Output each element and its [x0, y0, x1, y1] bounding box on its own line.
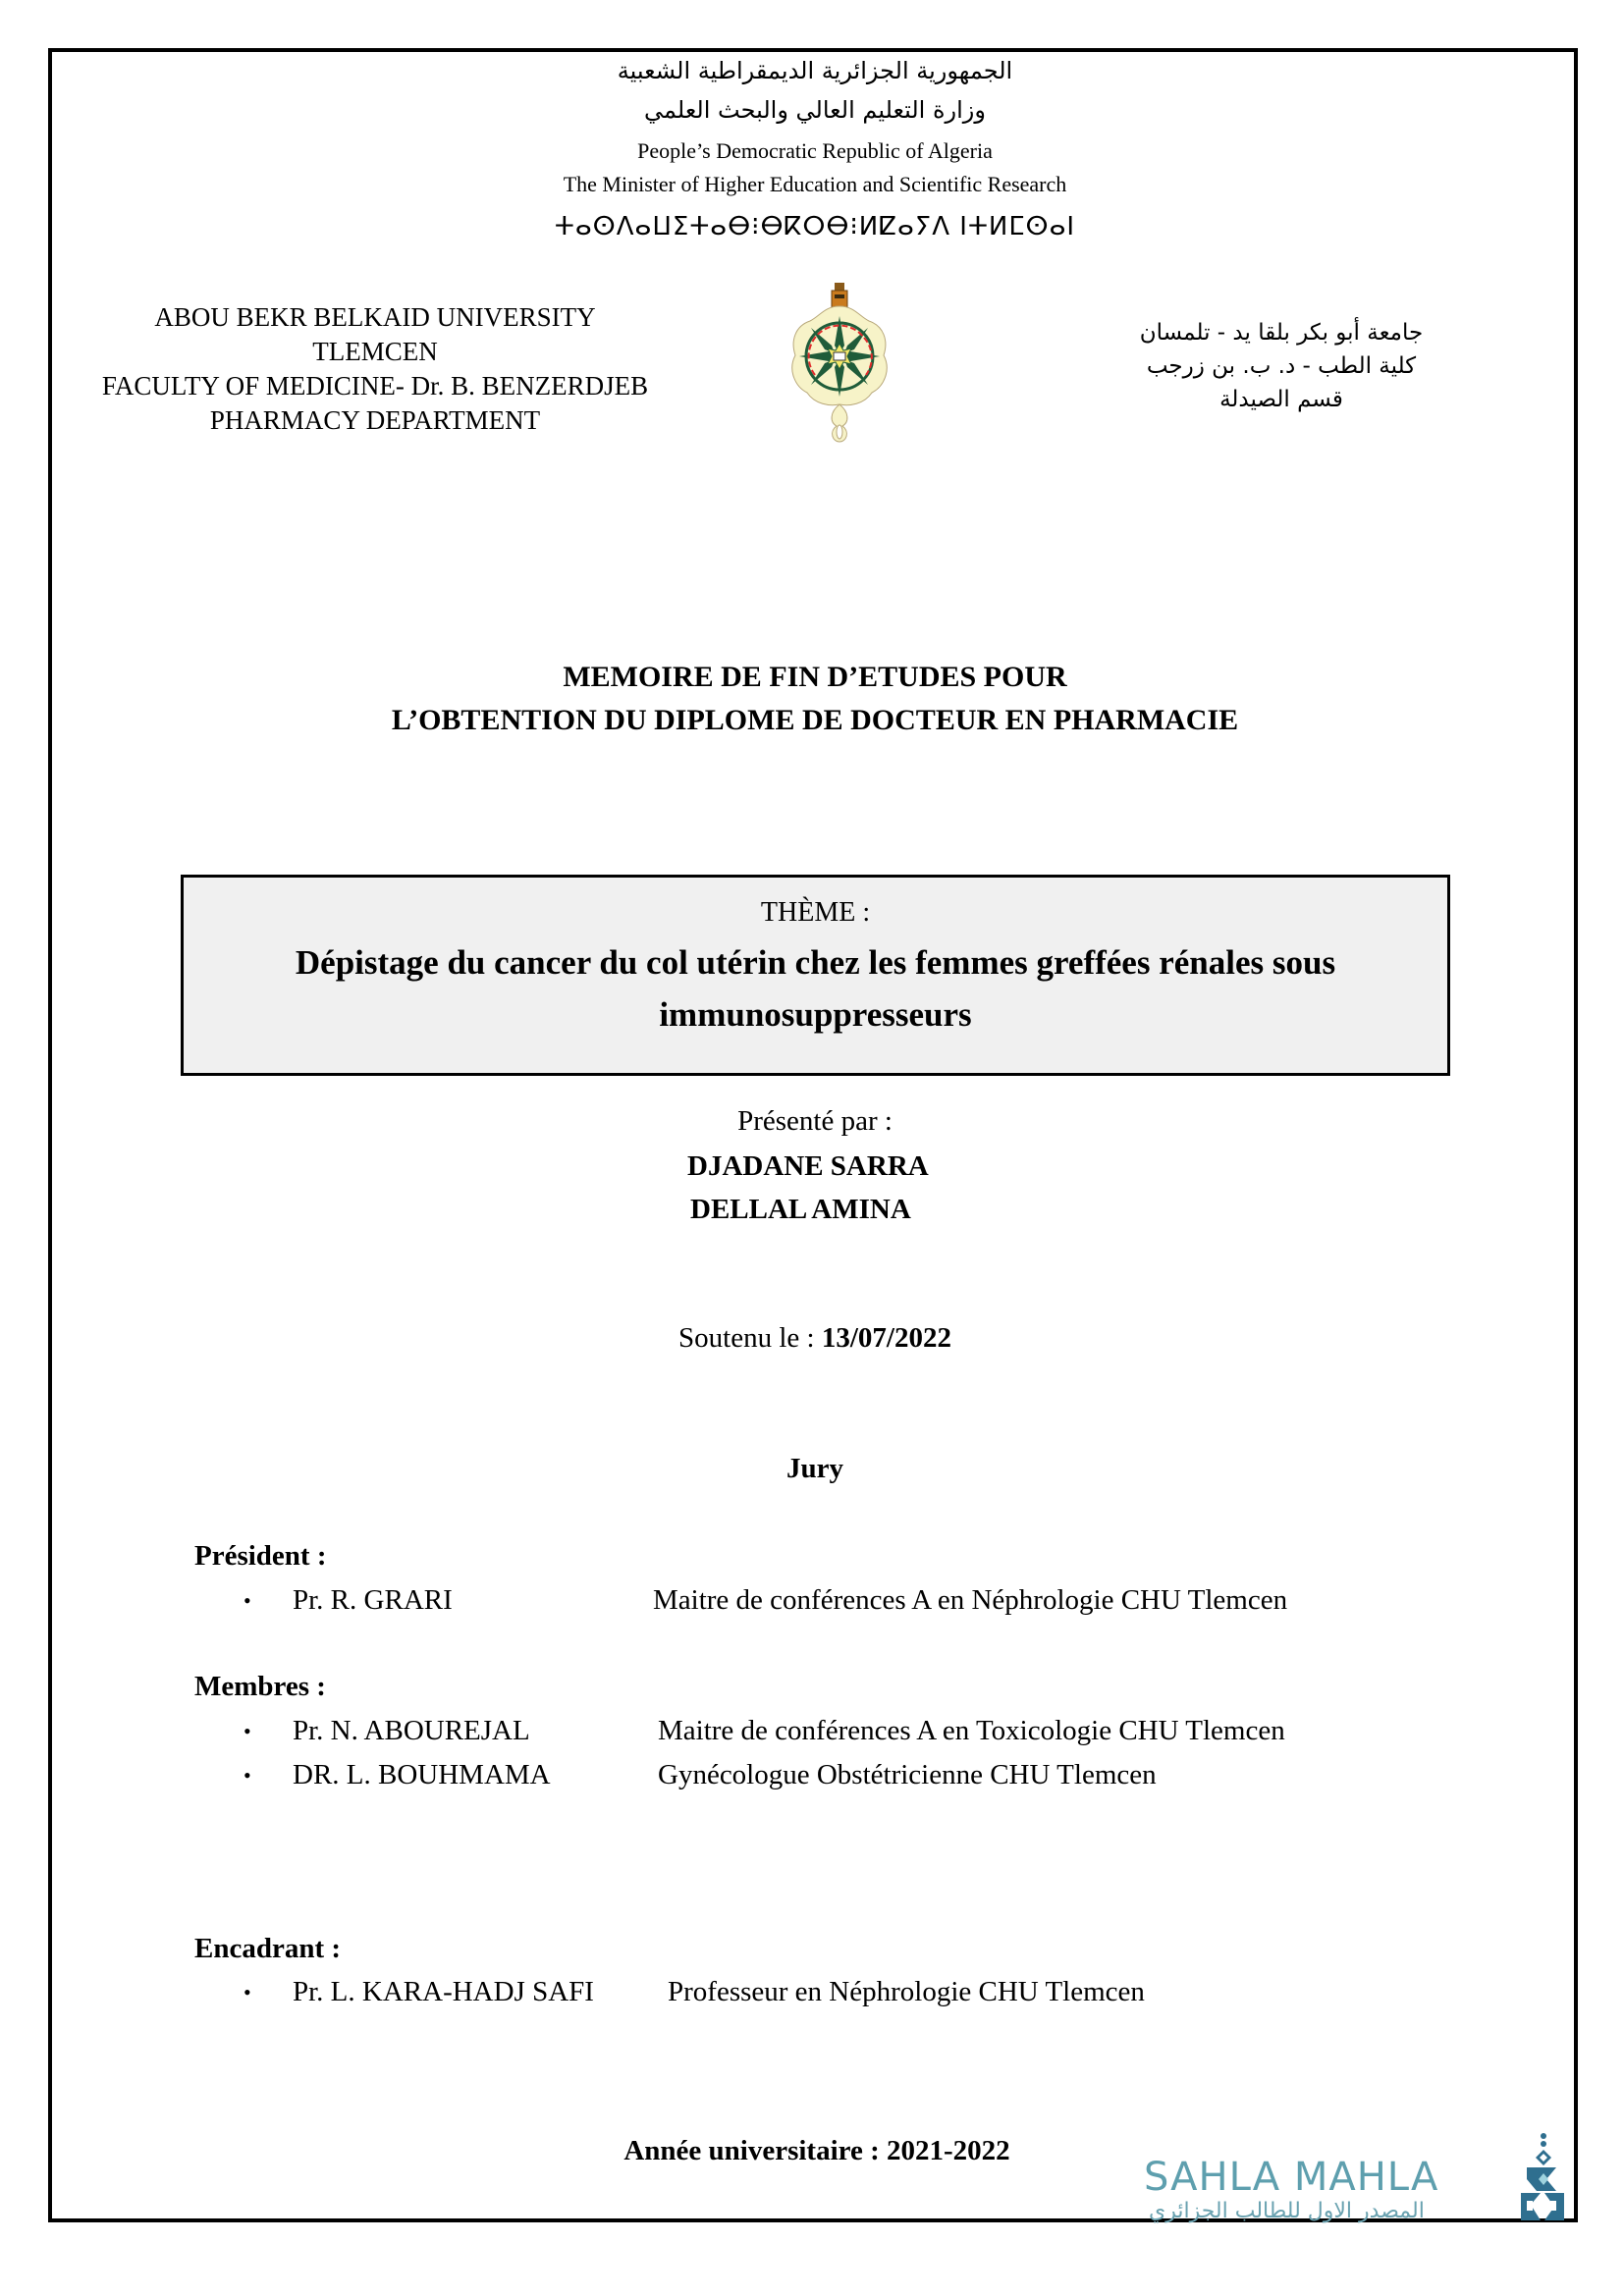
university-ar-line-2: كلية الطب - د. ب. بن زرجب [1146, 353, 1417, 379]
defense-date [678, 1322, 951, 1355]
member-1-role: Maitre de conférences A en Toxicologie CHU Tlemcen [658, 1715, 1285, 1746]
theme-label: THÈME : [760, 897, 871, 928]
university-ar-line-1: جامعة أبو بكر بلقا يد - تلمسان [1139, 320, 1424, 346]
memoire-line-1: MEMOIRE DE FIN D’ETUDES POUR [563, 661, 1067, 693]
bullet-icon: • [244, 1980, 251, 2004]
university-name-ar [1140, 316, 1423, 416]
header-arabic-republic: الجمهورية الجزائرية الديمقراطية الشعبية [617, 57, 1013, 84]
president-label: Président : [194, 1540, 327, 1572]
sahla-mahla-logo-icon [1517, 2132, 1566, 2222]
university-ar-line-3: قسم الصيدلة [1219, 387, 1343, 412]
university-line-1: ABOU BEKR BELKAID UNIVERSITY [154, 302, 596, 332]
member-1-name: Pr. N. ABOUREJAL [293, 1715, 530, 1746]
presented-by-label: Présenté par : [737, 1105, 893, 1137]
member-2-role: Gynécologue Obstétricienne CHU Tlemcen [658, 1759, 1157, 1790]
bullet-icon: • [244, 1719, 251, 1743]
defense-label: Soutenu le : [678, 1322, 822, 1354]
header-ministry: The Minister of Higher Education and Scientific Research [563, 172, 1067, 196]
header-arabic-ministry: وزارة التعليم العالي والبحث العلمي [644, 96, 986, 124]
president-role: Maitre de conférences A en Néphrologie CHU Tlemcen [653, 1584, 1288, 1616]
defense-date-value: 13/07/2022 [821, 1322, 951, 1354]
memoire-heading [392, 656, 1238, 742]
bullet-icon: • [244, 1763, 251, 1788]
header-tifinagh: ⵜⴰⵙⴷⴰⵡⵉⵜⴰⴱ⁝ⴱⴽⵔⴱ⁝ⵍⵇⴰⵢⴷ ⵏⵜⵍⵎⵙⴰⵏ [554, 212, 1076, 241]
encadrant-name: Pr. L. KARA-HADJ SAFI [293, 1976, 594, 2007]
theme-title: Dépistage du cancer du col utérin chez les femmes greffées rénales sous immunosuppresseurs [295, 943, 1336, 1034]
bullet-icon: • [244, 1588, 251, 1613]
university-line-3: FACULTY OF MEDICINE- Dr. B. BENZERDJEB [101, 371, 649, 400]
president-name: Pr. R. GRARI [293, 1584, 453, 1616]
encadrant-label: Encadrant : [194, 1933, 342, 1964]
university-line-4: PHARMACY DEPARTMENT [209, 405, 541, 435]
academic-year: Année universitaire : 2021-2022 [623, 2135, 1010, 2166]
encadrant-role: Professeur en Néphrologie CHU Tlemcen [668, 1976, 1145, 2007]
university-line-2: TLEMCEN [312, 337, 438, 366]
author-1: DJADANE SARRA [687, 1150, 929, 1182]
membres-label: Membres : [194, 1671, 326, 1702]
jury-heading: Jury [786, 1453, 843, 1484]
theme-box [181, 875, 1450, 1076]
member-2-name: DR. L. BOUHMAMA [293, 1759, 551, 1790]
watermark-brand: SAHLA MAHLA [1144, 2155, 1439, 2200]
memoire-line-2: L’OBTENTION DU DIPLOME DE DOCTEUR EN PHARMACIE [391, 704, 1239, 736]
author-2: DELLAL AMINA [690, 1194, 911, 1225]
university-name-en [102, 300, 648, 438]
header-republic: People’s Democratic Republic of Algeria [637, 138, 993, 163]
watermark-tagline: المصدر الاول للطالب الجزائري [1149, 2199, 1425, 2223]
university-emblem-icon [785, 277, 893, 444]
